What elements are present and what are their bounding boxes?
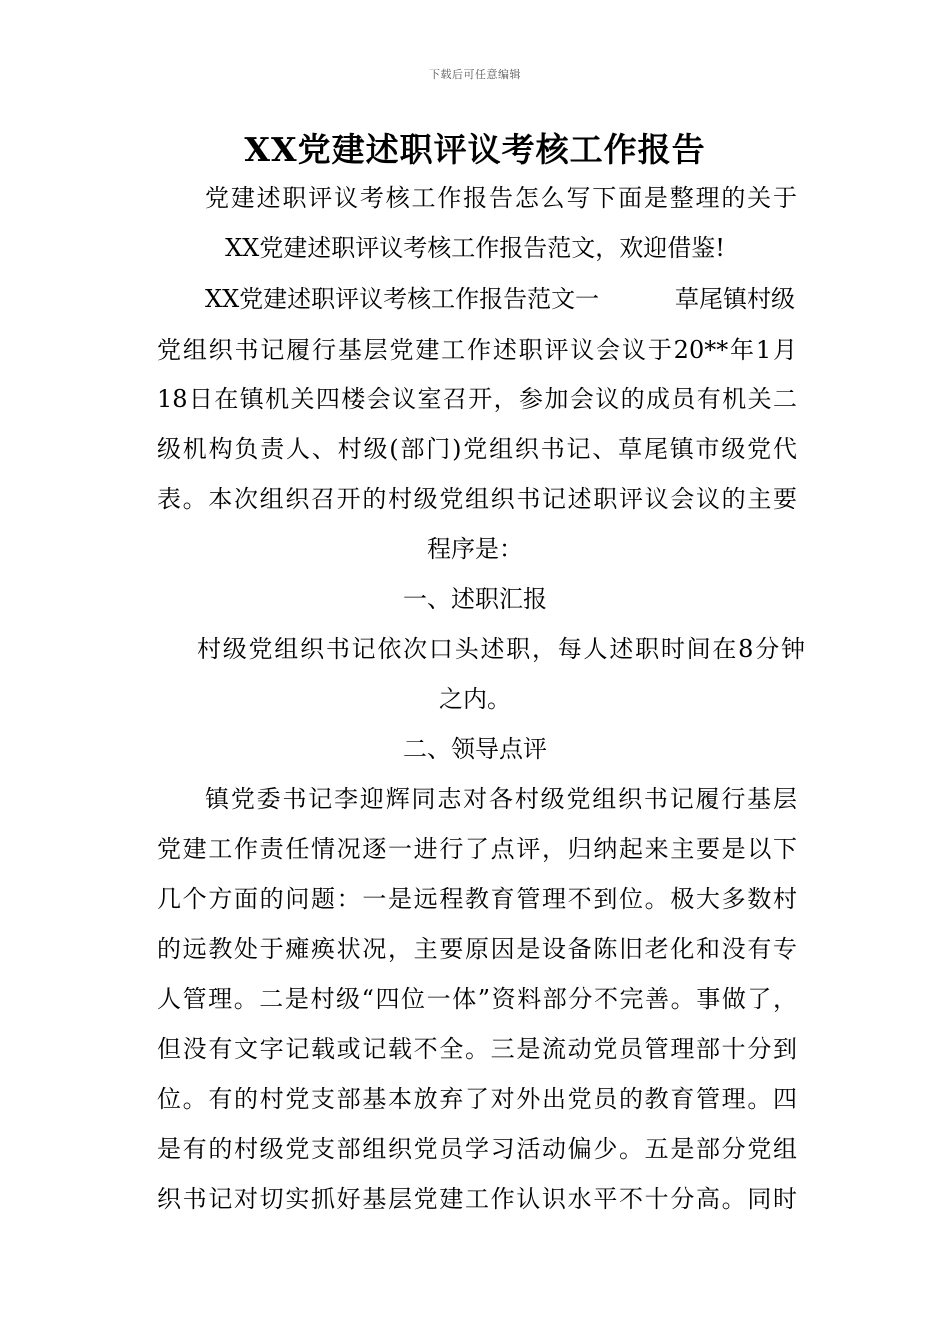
intro-line-2: XX党建述职评议考核工作报告范文，欢迎借鉴! xyxy=(225,234,725,262)
para1-line-2: 18日在镇机关四楼会议室召开，参加会议的成员有机关二 xyxy=(157,385,797,413)
para1-line-4: 表。本次组织召开的村级党组织书记述职评议会议的主要 xyxy=(157,485,797,513)
intro-line-1: 党建述职评议考核工作报告怎么写下面是整理的关于 xyxy=(205,184,797,212)
para1-line-3: 级机构负责人、村级(部门)党组织书记、草尾镇市级党代 xyxy=(157,435,797,463)
para1-line-5: 程序是： xyxy=(427,535,523,563)
item1-text-line-2: 之内。 xyxy=(439,685,511,713)
item2-line-4: 的远教处于瘫痪状况，主要原因是设备陈旧老化和没有专 xyxy=(157,935,797,963)
document-title: XX党建述职评议考核工作报告 xyxy=(244,130,706,169)
para1-line-1: 党组织书记履行基层党建工作述职评议会议于20**年1月 xyxy=(157,336,797,364)
item2-line-6: 但没有文字记载或记载不全。三是流动党员管理部十分到 xyxy=(157,1035,797,1063)
item1-heading: 一、述职汇报 xyxy=(403,585,547,613)
item2-heading: 二、领导点评 xyxy=(403,735,547,763)
header-note: 下载后可任意编辑 xyxy=(429,68,521,81)
item2-line-7: 位。有的村党支部基本放弃了对外出党员的教育管理。四 xyxy=(157,1085,797,1113)
item2-line-1: 镇党委书记李迎辉同志对各村级党组织书记履行基层 xyxy=(205,785,797,813)
section-heading xyxy=(205,284,795,314)
section-heading-left: XX党建述职评议考核工作报告范文一 xyxy=(205,285,600,313)
item2-line-8: 是有的村级党支部组织党员学习活动偏少。五是部分党组 xyxy=(157,1135,797,1163)
item2-line-2: 党建工作责任情况逐一进行了点评，归纳起来主要是以下 xyxy=(157,835,797,863)
item2-line-9: 织书记对切实抓好基层党建工作认识水平不十分高。同时 xyxy=(157,1185,797,1213)
item2-line-3: 几个方面的问题：一是远程教育管理不到位。极大多数村 xyxy=(157,885,797,913)
section-heading-right: 草尾镇村级 xyxy=(675,285,795,313)
item2-line-5: 人管理。二是村级“四位一体”资料部分不完善。事做了， xyxy=(157,985,797,1013)
item1-text-line-1: 村级党组织书记依次口头述职，每人述职时间在8分钟 xyxy=(197,635,805,663)
